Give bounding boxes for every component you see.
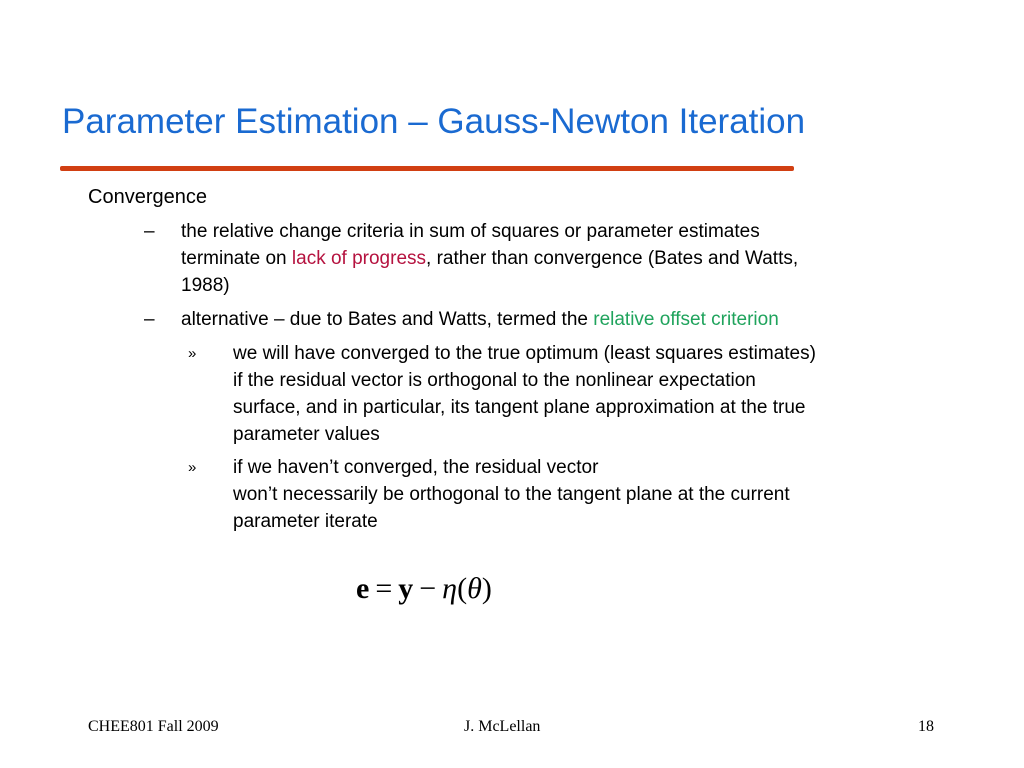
subbullet-line: parameter values [233,424,380,445]
subbullet-line: surface, and in particular, its tangent plane approximation at the true [233,397,806,418]
footer-course: CHEE801 Fall 2009 [88,718,219,735]
chevron-marker: » [188,459,197,476]
subbullet-line: won’t necessarily be orthogonal to the tangent plane at the current [233,484,790,505]
highlight-relative-offset-criterion: relative offset criterion [593,309,779,330]
bullet-line [181,245,798,272]
subbullet-line: parameter iterate [233,511,378,532]
footer-page-number: 18 [918,718,934,735]
subbullet-line: if the residual vector is orthogonal to the nonlinear expectation [233,370,756,391]
eq-lparen: ( [457,572,468,605]
bullet-line: 1988) [181,275,230,296]
bullet-line [181,306,779,333]
eq-rparen: ) [481,572,492,605]
highlight-lack-of-progress: lack of progress [291,248,427,269]
subbullet-line: if we haven’t converged, the residual vector [233,457,599,478]
chevron-marker: » [188,345,197,362]
slide-title: Parameter Estimation – Gauss-Newton Iteration [62,102,806,141]
title-underline [60,166,794,171]
subbullet-line: we will have converged to the true optimum (least squares estimates) [233,343,816,364]
eq-eta: η [442,572,458,605]
eq-minus: − [419,572,437,605]
dash-marker: – [144,309,155,330]
eq-e: e [356,572,370,605]
text-run: terminate on [181,248,292,269]
text-run: alternative – due to Bates and Watts, termed the [181,309,594,330]
eq-y: y [398,572,414,605]
text-run: , rather than convergence (Bates and Watts, [426,248,799,269]
eq-theta: θ [467,572,482,605]
dash-marker: – [144,221,155,242]
residual-equation [356,572,492,606]
footer-author: J. McLellan [464,718,541,735]
bullet-line: the relative change criteria in sum of squares or parameter estimates [181,221,760,242]
eq-equals: = [375,572,393,605]
heading-convergence: Convergence [88,186,207,208]
